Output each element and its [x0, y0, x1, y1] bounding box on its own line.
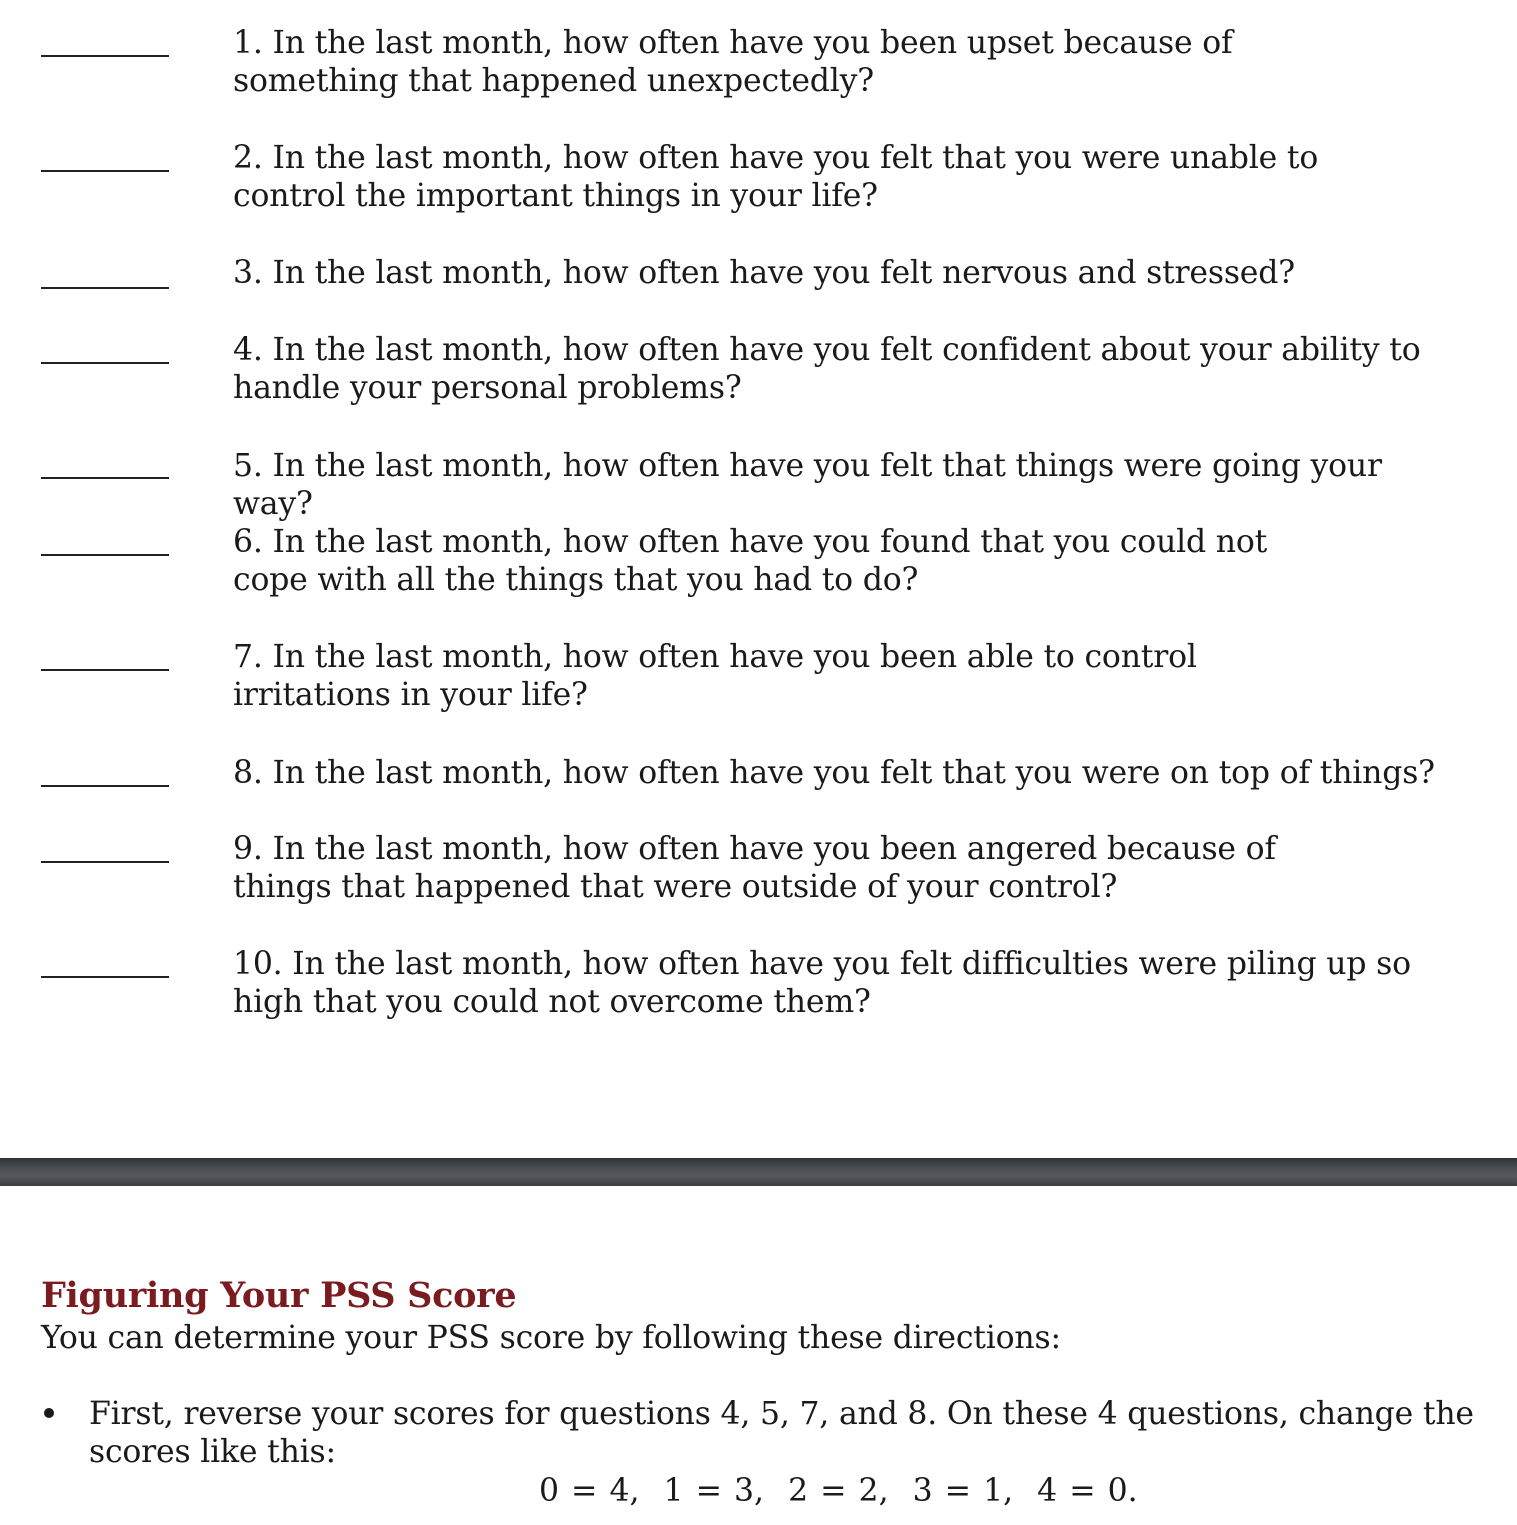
bullet-icon: [44, 1408, 54, 1418]
question-text: 4. In the last month, how often have you felt confident about your ability to handle your personal problems?: [233, 332, 1421, 406]
answer-blank[interactable]: [41, 477, 169, 479]
answer-blank[interactable]: [41, 362, 169, 364]
answer-blank[interactable]: [41, 170, 169, 172]
answer-blank[interactable]: [41, 861, 169, 863]
answer-blank[interactable]: [41, 554, 169, 556]
score-conversion-text: 0 = 4, 1 = 3, 2 = 2, 3 = 1, 4 = 0.: [539, 1473, 1138, 1509]
answer-blank[interactable]: [41, 785, 169, 787]
section-intro: You can determine your PSS score by following these directions:: [41, 1320, 1061, 1356]
question-text: 6. In the last month, how often have you found that you could not cope with all the things that you had to do?: [233, 524, 1268, 598]
section-divider: [0, 1158, 1517, 1186]
question-text: 10. In the last month, how often have you felt difficulties were piling up so high that you could not overcome them?: [233, 946, 1411, 1020]
question-text: 7. In the last month, how often have you been able to control irritations in your life?: [233, 639, 1197, 713]
answer-blank[interactable]: [41, 976, 169, 978]
section-title: Figuring Your PSS Score: [41, 1275, 517, 1316]
question-text: 5. In the last month, how often have you felt that things were going your way?: [233, 448, 1382, 522]
question-text: 3. In the last month, how often have you felt nervous and stressed?: [233, 255, 1295, 291]
answer-blank[interactable]: [41, 287, 169, 289]
answer-blank[interactable]: [41, 669, 169, 671]
question-text: 1. In the last month, how often have you been upset because of something that happened unexpectedly?: [233, 25, 1233, 99]
answer-blank[interactable]: [41, 55, 169, 57]
bullet-text: First, reverse your scores for questions 4, 5, 7, and 8. On these 4 questions, change the scores like this:: [89, 1396, 1474, 1470]
question-text: 8. In the last month, how often have you felt that you were on top of things?: [233, 755, 1435, 791]
question-text: 2. In the last month, how often have you felt that you were unable to control the important things in your life?: [233, 140, 1319, 214]
question-text: 9. In the last month, how often have you been angered because of things that happened that were outside of your control?: [233, 831, 1276, 905]
